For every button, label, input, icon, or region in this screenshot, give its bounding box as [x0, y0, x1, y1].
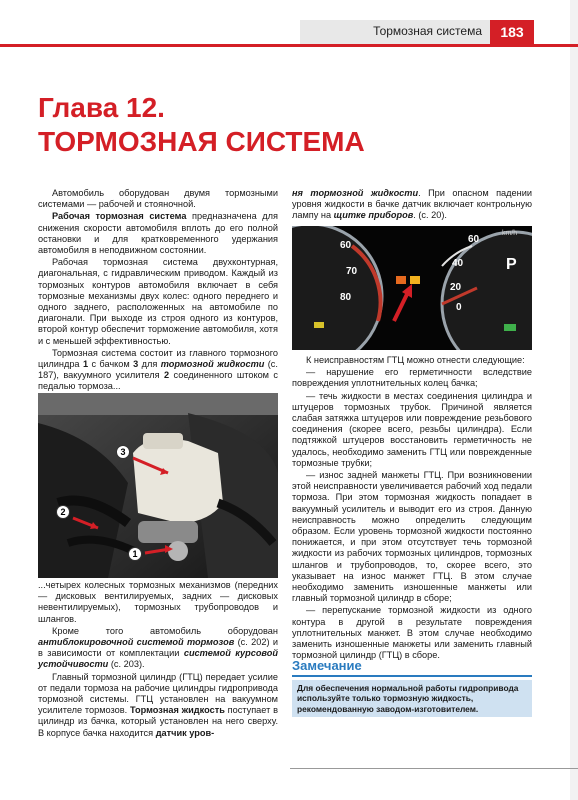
header-divider	[0, 44, 578, 47]
text: поступает в цилиндр из бачка, который установлен на него сверху. В корпусе бачка находится	[38, 705, 278, 738]
instrument-cluster-illustration	[292, 226, 532, 350]
text: . (с. 20).	[413, 210, 447, 221]
gauge-tick: 80	[340, 292, 352, 303]
gear-indicator: P	[506, 256, 517, 273]
note-heading: Замечание	[292, 658, 362, 673]
engine-bay-photo	[38, 393, 278, 578]
paragraph: Автомобиль оборудован двумя тормозными системами — рабочей и стояночной.	[38, 188, 278, 210]
paragraph: — перепускание тормозной жидкости из одного контура в другой в результате повреждения уплотнительных манжет. В этом случае необходимо заменить изношенные манжеты или заменить главный тормозной цилиндр (ГТЦ) в сборе.	[292, 605, 532, 661]
engine-bay-illustration	[38, 393, 278, 578]
text: Главный тормозной цилиндр (ГТЦ) передает усилие от педали тормоза на рабочие цилиндры гидропривода тормозной системы. ГТЦ установлен на вакуумном усилителе тормозов.	[38, 671, 278, 716]
gauge-tick: 60	[340, 240, 352, 251]
text: предназначена для снижения скорости автомобиля вплоть до его полной остановки и для кратковременного удержания автомобиля в неподвижном состоянии.	[38, 211, 278, 256]
speed-unit: km/h	[502, 230, 518, 237]
paragraph	[38, 211, 278, 256]
paragraph: Рабочая тормозная система двухконтурная, диагональная, с гидравлическим приводом. Каждый из тормозных контуров автомобиля включает в себя тормозные механизмы двух колес: одного переднего и одного заднего, расположенных на автомобиле по диагонали. При выходе из строя одного из контуров, второй контур обеспечит торможение автомобиля, хотя и с меньшей эффективностью.	[38, 257, 278, 346]
term: Рабочая тормозная система	[52, 211, 187, 222]
callout-2: 2	[56, 505, 70, 519]
term-link: антиблокировочной системой тормозов	[38, 637, 235, 648]
text: . При опасном падении уровня жидкости в бачке датчик включает контрольную лампу на	[292, 188, 532, 221]
ref-number: 1	[82, 359, 89, 370]
gauge-tick: 70	[346, 266, 358, 277]
page-header	[0, 20, 578, 44]
term-link: ня тормозной жидкости	[292, 188, 419, 198]
paragraph: К неисправностям ГТЦ можно отнести следующие:	[306, 355, 525, 365]
term: датчик уров-	[155, 727, 215, 738]
paragraph	[38, 672, 278, 739]
text: (с. 187), вакуумного усилителя	[38, 359, 278, 381]
gauge-tick: 60	[468, 234, 480, 245]
left-column-bottom	[38, 580, 278, 740]
left-column-top	[38, 188, 278, 394]
chapter-title: ТОРМОЗНАЯ СИСТЕМА	[38, 126, 365, 157]
text: Тормозная система состоит из главного тормозного цилиндра	[38, 347, 278, 370]
paragraph	[38, 626, 278, 671]
text: для	[141, 359, 158, 370]
ref-number: 2	[164, 370, 170, 381]
text: соединенного штоком с педалью тормоза...	[38, 370, 278, 392]
gauge-tick: 40	[452, 258, 464, 269]
page-edge	[570, 0, 578, 800]
paragraph: — течь жидкости в местах соединения цилиндра и штуцеров тормозных трубок. Причиной является слабая затяжка штуцеров или повреждение резьбового соединения (скорее всего, резьбы цилиндра). Если подтяжкой штуцеров восстановить герметичность не удалось, необходимо заменить ГТЦ или поврежденные тормозные трубки;	[292, 390, 532, 468]
note-box: Для обеспечения нормальной работы гидропривода используйте только тормозную жидкость, рекомендованную заводом-изготовителем.	[292, 680, 532, 717]
text: (с. 202) и в зависимости от комплектации	[38, 637, 278, 659]
dashboard-photo	[292, 226, 532, 350]
running-title: Тормозная система	[373, 24, 482, 38]
text: (с. 203).	[110, 659, 145, 670]
gauge-tick: 20	[450, 282, 462, 293]
paragraph: — износ задней манжеты ГТЦ. При возникновении этой неисправности увеличивается рабочий ход педали тормоза. При этом тормозная жидкость попадает в вакуумный усилитель и выводит его из строя. Данную неисправность можно определить следующим образом. Если уровень тормозной жидкости постоянно понижается, и при этом отсутствует течь тормозной жидкости из рабочих тормозных цилиндров, тормозных шлангов и трубопроводов, то, скорее всего, это указывает на износ манжет ГТЦ. В этом случае необходимо заменить изношенные манжеты или главный тормозной цилиндр в сборе;	[292, 470, 532, 604]
note-divider	[292, 675, 532, 677]
term: Тормозная жидкость	[129, 705, 225, 716]
ref-number: 3	[133, 359, 139, 370]
right-column-bottom	[292, 355, 532, 662]
gauge-tick: 0	[456, 302, 462, 313]
paragraph	[292, 188, 532, 222]
chapter-label: Глава 12.	[38, 92, 165, 123]
paragraph	[38, 348, 278, 393]
text: с бачком	[91, 359, 130, 370]
paragraph: ...четырех колесных тормозных механизмов (передних — дисковых вентилируемых, задних — дисковых невентилируемых), тормозных трубопроводов и шлангов.	[38, 580, 278, 624]
term-link: щитке приборов	[333, 210, 414, 221]
right-column-top	[292, 188, 532, 223]
text: Кроме того автомобиль оборудован	[52, 625, 278, 636]
callout-1: 1	[128, 547, 142, 561]
callout-3: 3	[116, 445, 130, 459]
footer-divider	[290, 768, 578, 769]
paragraph: — нарушение его герметичности вследствие повреждения уплотнительных колец бачка;	[292, 367, 532, 389]
term-link: тормозной жидкости	[160, 359, 265, 370]
term-link: системой курсовой устойчивости	[38, 648, 278, 670]
page-number: 183	[490, 20, 534, 44]
